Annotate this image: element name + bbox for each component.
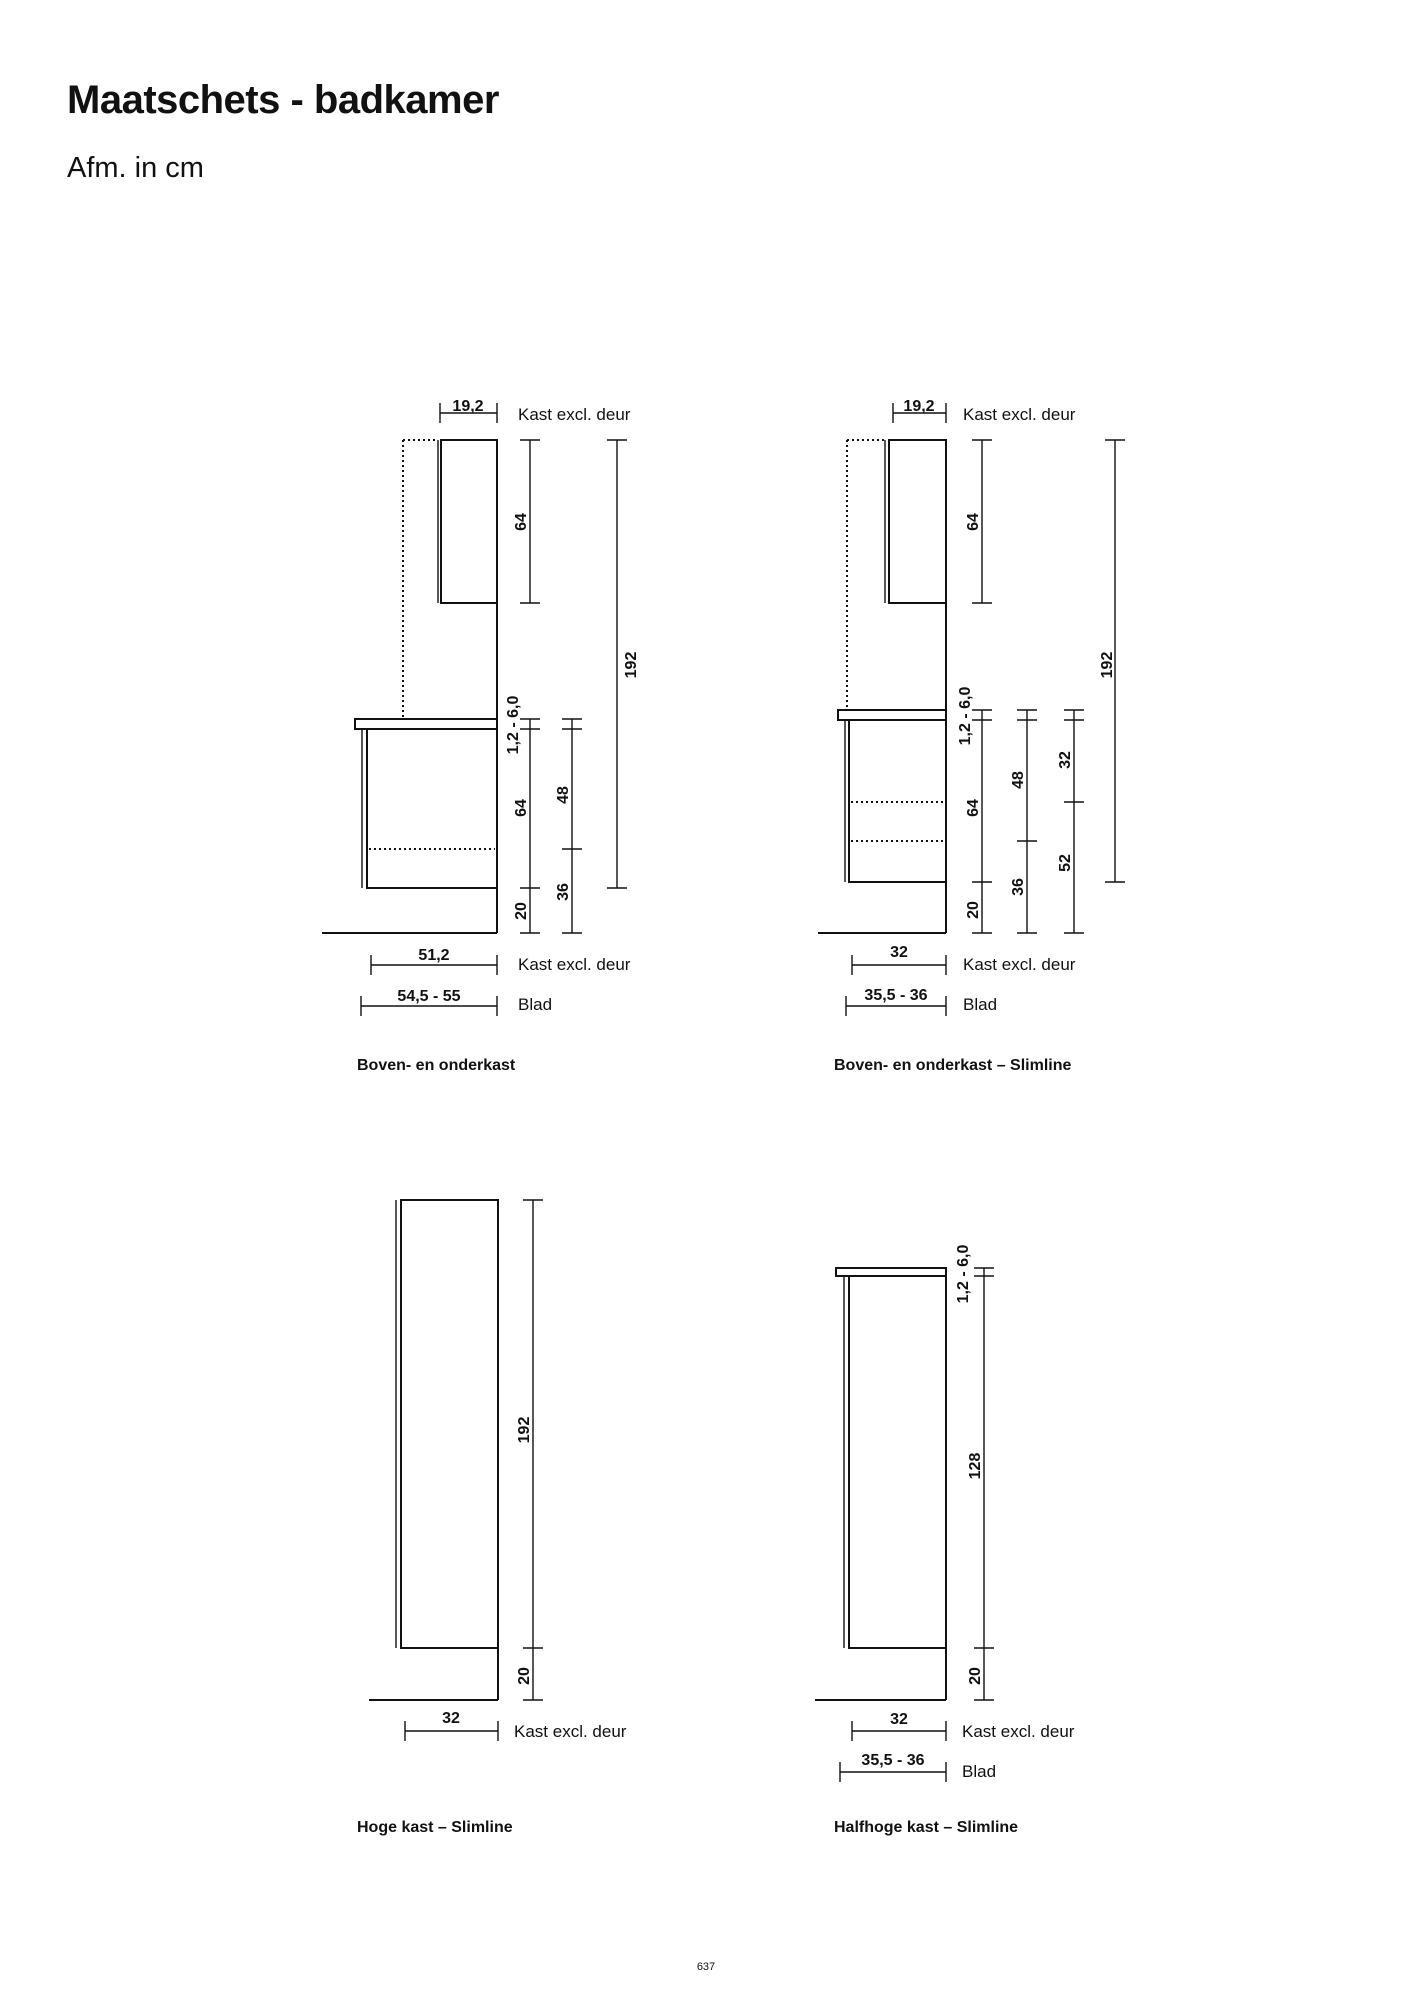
label-blad: 54,5 - 55 bbox=[397, 988, 461, 1005]
caption-boven-onderkast: Boven- en onderkast bbox=[357, 1057, 516, 1074]
dim-column-b-slim bbox=[1017, 710, 1037, 933]
figure-boven-onderkast-slimline bbox=[818, 398, 1125, 1074]
label-height-tall: 192 bbox=[516, 1416, 533, 1444]
figure-boven-onderkast bbox=[322, 398, 640, 1074]
note-depth-half: Kast excl. deur bbox=[962, 1722, 1075, 1741]
label-plinth-tall: 20 bbox=[516, 1667, 533, 1685]
label-total-height-slim: 192 bbox=[1099, 651, 1116, 679]
mirror-outline-slim bbox=[847, 440, 885, 710]
note-blad: Blad bbox=[518, 995, 553, 1014]
label-worktop: 1,2 - 6,0 bbox=[505, 695, 522, 755]
worktop-slim bbox=[838, 710, 946, 720]
dim-column-tall bbox=[523, 1200, 543, 1700]
label-inner-a-upper-slim: 48 bbox=[1010, 771, 1027, 789]
label-depth: 51,2 bbox=[418, 947, 450, 964]
worktop bbox=[355, 719, 497, 729]
label-total-height: 192 bbox=[623, 651, 640, 679]
label-inner-lower: 36 bbox=[555, 883, 572, 901]
label-inner-b-upper-slim: 32 bbox=[1057, 751, 1074, 769]
note-depth-tall: Kast excl. deur bbox=[514, 1722, 627, 1741]
label-top-depth: 19,2 bbox=[452, 398, 484, 415]
caption-boven-onderkast-slimline: Boven- en onderkast – Slimline bbox=[834, 1057, 1072, 1074]
label-upper-height: 64 bbox=[513, 513, 530, 531]
label-depth-slim: 32 bbox=[890, 944, 908, 961]
label-depth-half: 32 bbox=[890, 1711, 908, 1728]
page-title: Maatschets - badkamer bbox=[67, 78, 499, 122]
note-depth-slim: Kast excl. deur bbox=[963, 955, 1076, 974]
dim-column-c-slim bbox=[1064, 710, 1084, 933]
caption-halfhoge-kast-slimline: Halfhoge kast – Slimline bbox=[834, 1819, 1019, 1836]
label-worktop-slim: 1,2 - 6,0 bbox=[957, 686, 974, 746]
lower-cabinet bbox=[367, 729, 497, 888]
page-number: 637 bbox=[696, 1961, 716, 1973]
note-blad-slim: Blad bbox=[963, 995, 998, 1014]
label-depth-tall: 32 bbox=[442, 1710, 460, 1727]
note-blad-half: Blad bbox=[962, 1762, 997, 1781]
half-tall-cabinet bbox=[849, 1276, 946, 1648]
label-lower-height-slim: 64 bbox=[965, 799, 982, 817]
label-blad-half: 35,5 - 36 bbox=[861, 1752, 925, 1769]
caption-hoge-kast-slimline: Hoge kast – Slimline bbox=[357, 1819, 513, 1836]
figure-halfhoge-kast-slimline bbox=[815, 1245, 1075, 1836]
dim-column-half bbox=[974, 1268, 994, 1700]
label-top-depth-slim: 19,2 bbox=[903, 398, 935, 415]
label-worktop-half: 1,2 - 6,0 bbox=[955, 1244, 972, 1304]
page-subtitle: Afm. in cm bbox=[67, 152, 204, 184]
tall-cabinet bbox=[401, 1200, 498, 1648]
figure-hoge-kast-slimline bbox=[357, 1200, 627, 1836]
worktop-half bbox=[836, 1268, 946, 1276]
label-inner-upper: 48 bbox=[555, 786, 572, 804]
label-plinth-slim: 20 bbox=[965, 901, 982, 919]
label-blad-slim: 35,5 - 36 bbox=[864, 987, 928, 1004]
upper-cabinet bbox=[441, 440, 497, 603]
mirror-outline bbox=[403, 440, 438, 718]
note-top-depth-slim: Kast excl. deur bbox=[963, 405, 1076, 424]
note-top-depth: Kast excl. deur bbox=[518, 405, 631, 424]
note-depth: Kast excl. deur bbox=[518, 955, 631, 974]
label-inner-a-lower-slim: 36 bbox=[1010, 878, 1027, 896]
label-plinth-half: 20 bbox=[967, 1667, 984, 1685]
label-upper-height-slim: 64 bbox=[965, 513, 982, 531]
label-lower-height: 64 bbox=[513, 799, 530, 817]
label-plinth: 20 bbox=[513, 902, 530, 920]
label-height-half: 128 bbox=[967, 1452, 984, 1480]
upper-cabinet-slim bbox=[889, 440, 946, 603]
label-inner-b-lower-slim: 52 bbox=[1057, 854, 1074, 872]
